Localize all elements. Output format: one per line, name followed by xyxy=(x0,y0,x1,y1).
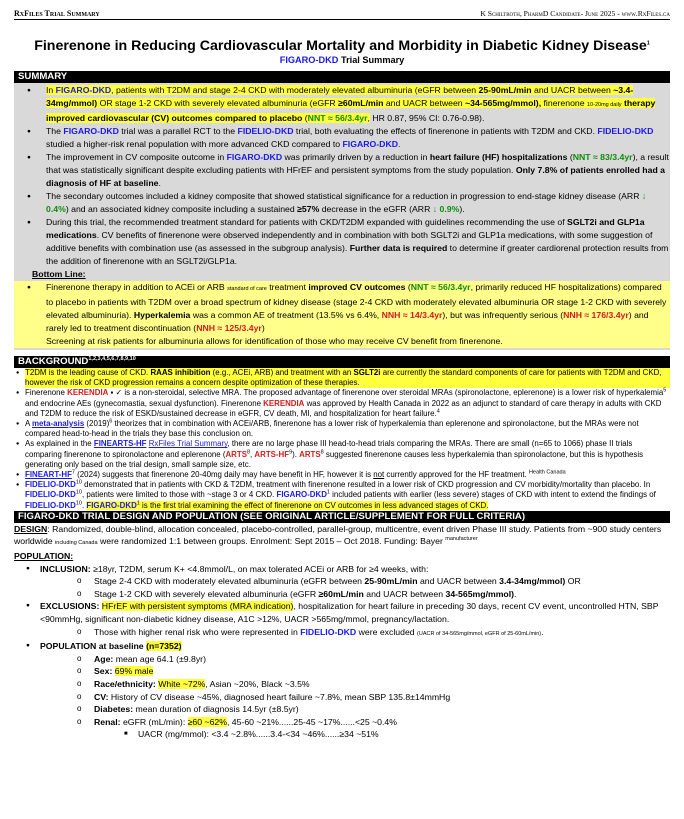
summary-item: ● The secondary outcomes included a kidney composite that showed statistical significance for a reduction in progression to end-stage kidney disease (ARR ↓ 0.4%) and an associated kidney composite including a sustained ≥57% decrease in the eGFR (ARR ↓ 0.9%). xyxy=(46,190,670,216)
baseline-age: o Age: mean age 64.1 (±9.8yr) xyxy=(14,653,670,666)
baseline-diabetes: o Diabetes: mean duration of diagnosis 14.5yr (±8.5yr) xyxy=(14,703,670,716)
summary-item: ● During this trial, the recommended treatment standard for patients with CKD/T2DM expanded with guidelines recommending the use of SGLT2i and GLP1a medications. CV benefits of finerenone were observed independently and in combination with both SGLT2i and GLP1a medications, with some suggestion of additive benefits with combination use (as assessed in the subgroup analysis). Further data is required to determine if greater cardiorenal protection results from the addition of finerenone with an SGLT2i/GLP1a. xyxy=(46,216,670,268)
page-title: Finerenone in Reducing Cardiovascular Mortality and Morbidity in Diabetic Kidney Disease$^1$ xyxy=(34,38,650,54)
summary-item: ● The improvement in CV composite outcome in FIGARO-DKD was primarily driven by a reduction in heart failure (HF) hospitalizations (NNT ≈ 83/3.4yr), a result that was statistically significant despite excluding patients with HFrEF and persistent symptoms from the study population. Only 7.8% of patients enrolled had a diagnosis of HF at baseline. xyxy=(46,151,670,190)
summary-item: ● The FIGARO-DKD trial was a parallel RCT to the FIDELIO-DKD trial, both evaluating the effects of finerenone in patients with T2DM and CKD. FIDELIO-DKD studied a higher-risk renal population with more advanced CKD compared to FIGARO-DKD. xyxy=(46,125,670,151)
summary-heading: SUMMARY xyxy=(14,71,670,83)
background-item: ● FINEART-$HF^7$ (2024) suggests that finerenone 20-40mg daily may have benefit in HF, however it is not currently approved for the HF treatment. $^{Health Canada}$ xyxy=(25,470,670,480)
header-right: K Schiltroth, PharmD Candidate- June 2025 - www.RxFiles.ca xyxy=(480,9,670,18)
exclusions-line: ● EXCLUSIONS: HFrEF with persistent symptoms (MRA indication), hospitalization for heart failure in preceding 30 days, recent CV event, uncontrolled HTN, SBP <90mmHg, significant non-diabetic kidney disease, A1C >12%, UACR >565mg/mmol, pregnancy/lactation. xyxy=(14,600,670,625)
background-section xyxy=(14,368,670,511)
summary-item: ● In FIGARO-DKD, patients with T2DM and stage 2-4 CKD with moderately elevated albuminuria (eGFR between 25-90mL/min and UACR between ~3.4-34mg/mmol) OR stage 1-2 CKD with severely elevated albuminuria (eGFR ≥60mL/min and UACR between ~34-565mg/mmol), finerenone 10-20mg daily therapy improved cardiovascular (CV) outcomes compared to placebo (NNT ≈ 56/3.4yr, HR 0.87, 95% CI: 0.76-0.98). xyxy=(46,84,670,125)
baseline-heading: ● POPULATION at baseline (n=7352) xyxy=(14,640,670,653)
background-heading: BACKGROUND$^{1,2,3,4,5,6,7,8,9,10}$ xyxy=(14,356,670,368)
bottom-line-box xyxy=(14,281,670,348)
header-left: RxFiles Trial Summary xyxy=(14,9,100,18)
summary-section xyxy=(14,83,670,350)
background-item: ● T2DM is the leading cause of CKD. RAAS inhibition (e.g., ACEi, ARB) and treatment with an SGLT2i are currently the standard components of care for patients with T2DM and CKD, however the risk of CKD progression remains a concern despite optimization of these therapies. xyxy=(25,368,670,388)
running-header xyxy=(14,0,670,20)
population-heading: POPULATION: xyxy=(14,551,74,562)
baseline-uacr: ■ UACR (mg/mmol): <3.4 ~2.8%......3.4-<34 ~46%......≥34 ~51% xyxy=(14,728,670,741)
background-item: ● Finerenone KERENDIA ▪ ✓ is a non-steroidal, selective MRA. The proposed advantage of finerenone over steroidal MRAs (spironolactone, eplerenone) is a lower risk of hyperkalemia$^5$ and endocrine AEs (gynecomastia, sexual dysfunction). Finerenone KERENDIA was approved by Health Canada in 2022 as an adjunct to standard of care therapy in adults with CKD and T2DM to reduce the risk of ESKD/sustained decrease in eGFR, CV death, MI, and hospitalization for heart failure.$^4$ xyxy=(25,388,670,419)
inclusion-line: ● INCLUSION: ≥18yr, T2DM, serum K+ <4.8mmol/L, on max tolerated ACEi or ARB for ≥4 weeks, with: xyxy=(14,563,670,576)
baseline-cv: o CV: History of CV disease ~45%, diagnosed heart failure ~7.8%, mean SBP 135.8±14mmHg xyxy=(14,691,670,704)
page-subtitle: FIGARO-DKD Trial Summary xyxy=(279,55,405,65)
design-heading: FIGARO-DKD TRIAL DESIGN AND POPULATION (SEE ORIGINAL ARTICLE/SUPPLEMENT FOR FULL CRITERIA) xyxy=(14,511,670,523)
bottom-line-heading: Bottom Line: xyxy=(32,269,86,279)
design-paragraph: DESIGN: Randomized, double-blind, allocation concealed, placebo-controlled, parallel-group, multicentre, event driven Phase III study. Patients from ~900 study centers worldwide including Canada were randomized 1:1 between groups. Enrolment: Sept 2015 – Oct 2018. Funding: Bayer $^{manufacturer}$ xyxy=(14,523,662,547)
baseline-renal: o Renal: eGFR (mL/min): ≥60 ~62%, 45-60 ~21%......25-45 ~17%......<25 ~0.4% xyxy=(14,716,670,729)
background-item: ● A meta-analysis $(2019)^6$ theorizes that in combination with ACEi/ARB, finerenone has a lower risk of hyperkalemia than eplerenone and spironolactone, but the MRAs were not compared head-to-head in the trials they base this conclusion on. xyxy=(25,419,670,439)
baseline-race: o Race/ethnicity: White ~72%, Asian ~20%, Black ~3.5% xyxy=(14,678,670,691)
background-item: ● As explained in the FINEARTS-HF RxFiles Trial Summary, there are no large phase III head-to-head trials comparing the MRAs. There are small (n=65 to 1066) phase II trials comparing finerenone to spironolactone and eplerenone (ARTS$^8$, ARTS-$HF^9$). ARTS$^8$ suggested finerenone causes less hyperkalemia than spironolactone, but this is hypothesis generating only based on the trial design, small sample size, etc. xyxy=(25,439,670,470)
design-section xyxy=(14,523,670,741)
exclusion-criterion: o Those with higher renal risk who were represented in FIDELIO-DKD were excluded (UACR of 34-565mg/mmol, eGFR of 25-60mL/min). xyxy=(14,626,670,641)
bottom-line-item: ● Finerenone therapy in addition to ACEi or ARB standard of care treatment improved CV outcomes (NNT ≈ 56/3.4yr, primarily reduced HF hospitalizations) compared to placebo in patients with T2DM over a broad spectrum of kidney disease (stage 2-4 CKD with moderately elevated albuminuria OR stage 1-2 CKD with severely elevated albuminuria). Hyperkalemia was a common AE of treatment (13.5% vs 6.4%, NNH ≈ 14/3.4yr), but was infrequently serious (NNH ≈ 176/3.4yr) and rarely led to treatment discontinuation (NNH ≈ 125/3.4yr) Screening at risk patients for albuminuria allows for identification of those who may receive CV benefit from finerenone. xyxy=(46,281,670,348)
inclusion-criterion: o Stage 1-2 CKD with severely elevated albuminuria (eGFR ≥60mL/min and UACR between 34-565mg/mmol). xyxy=(14,588,670,601)
background-item: ● FIDELIO-DKD$^{10}$ demonstrated that in patients with CKD & T2DM, treatment with finerenone resulted in a lower risk of CKD progression and CV morbidity/mortality than placebo. In FIDELIO-DKD$^{10}$, patients were limited to those with ~stage 3 or 4 CKD. FIGARO-DKD$^1$ included patients with earlier (less severe) stages of CKD with intent to extend the findings of FIDELIO-DKD$^{10}$. FIGARO-DKD$^1$ is the first trial examining the effect of finerenone on CV outcomes in less advanced stages of CKD. xyxy=(25,480,670,511)
inclusion-criterion: o Stage 2-4 CKD with moderately elevated albuminuria (eGFR between 25-90mL/min and UACR between 3.4-34mg/mmol) OR xyxy=(14,575,670,588)
baseline-sex: o Sex: 69% male xyxy=(14,665,670,678)
